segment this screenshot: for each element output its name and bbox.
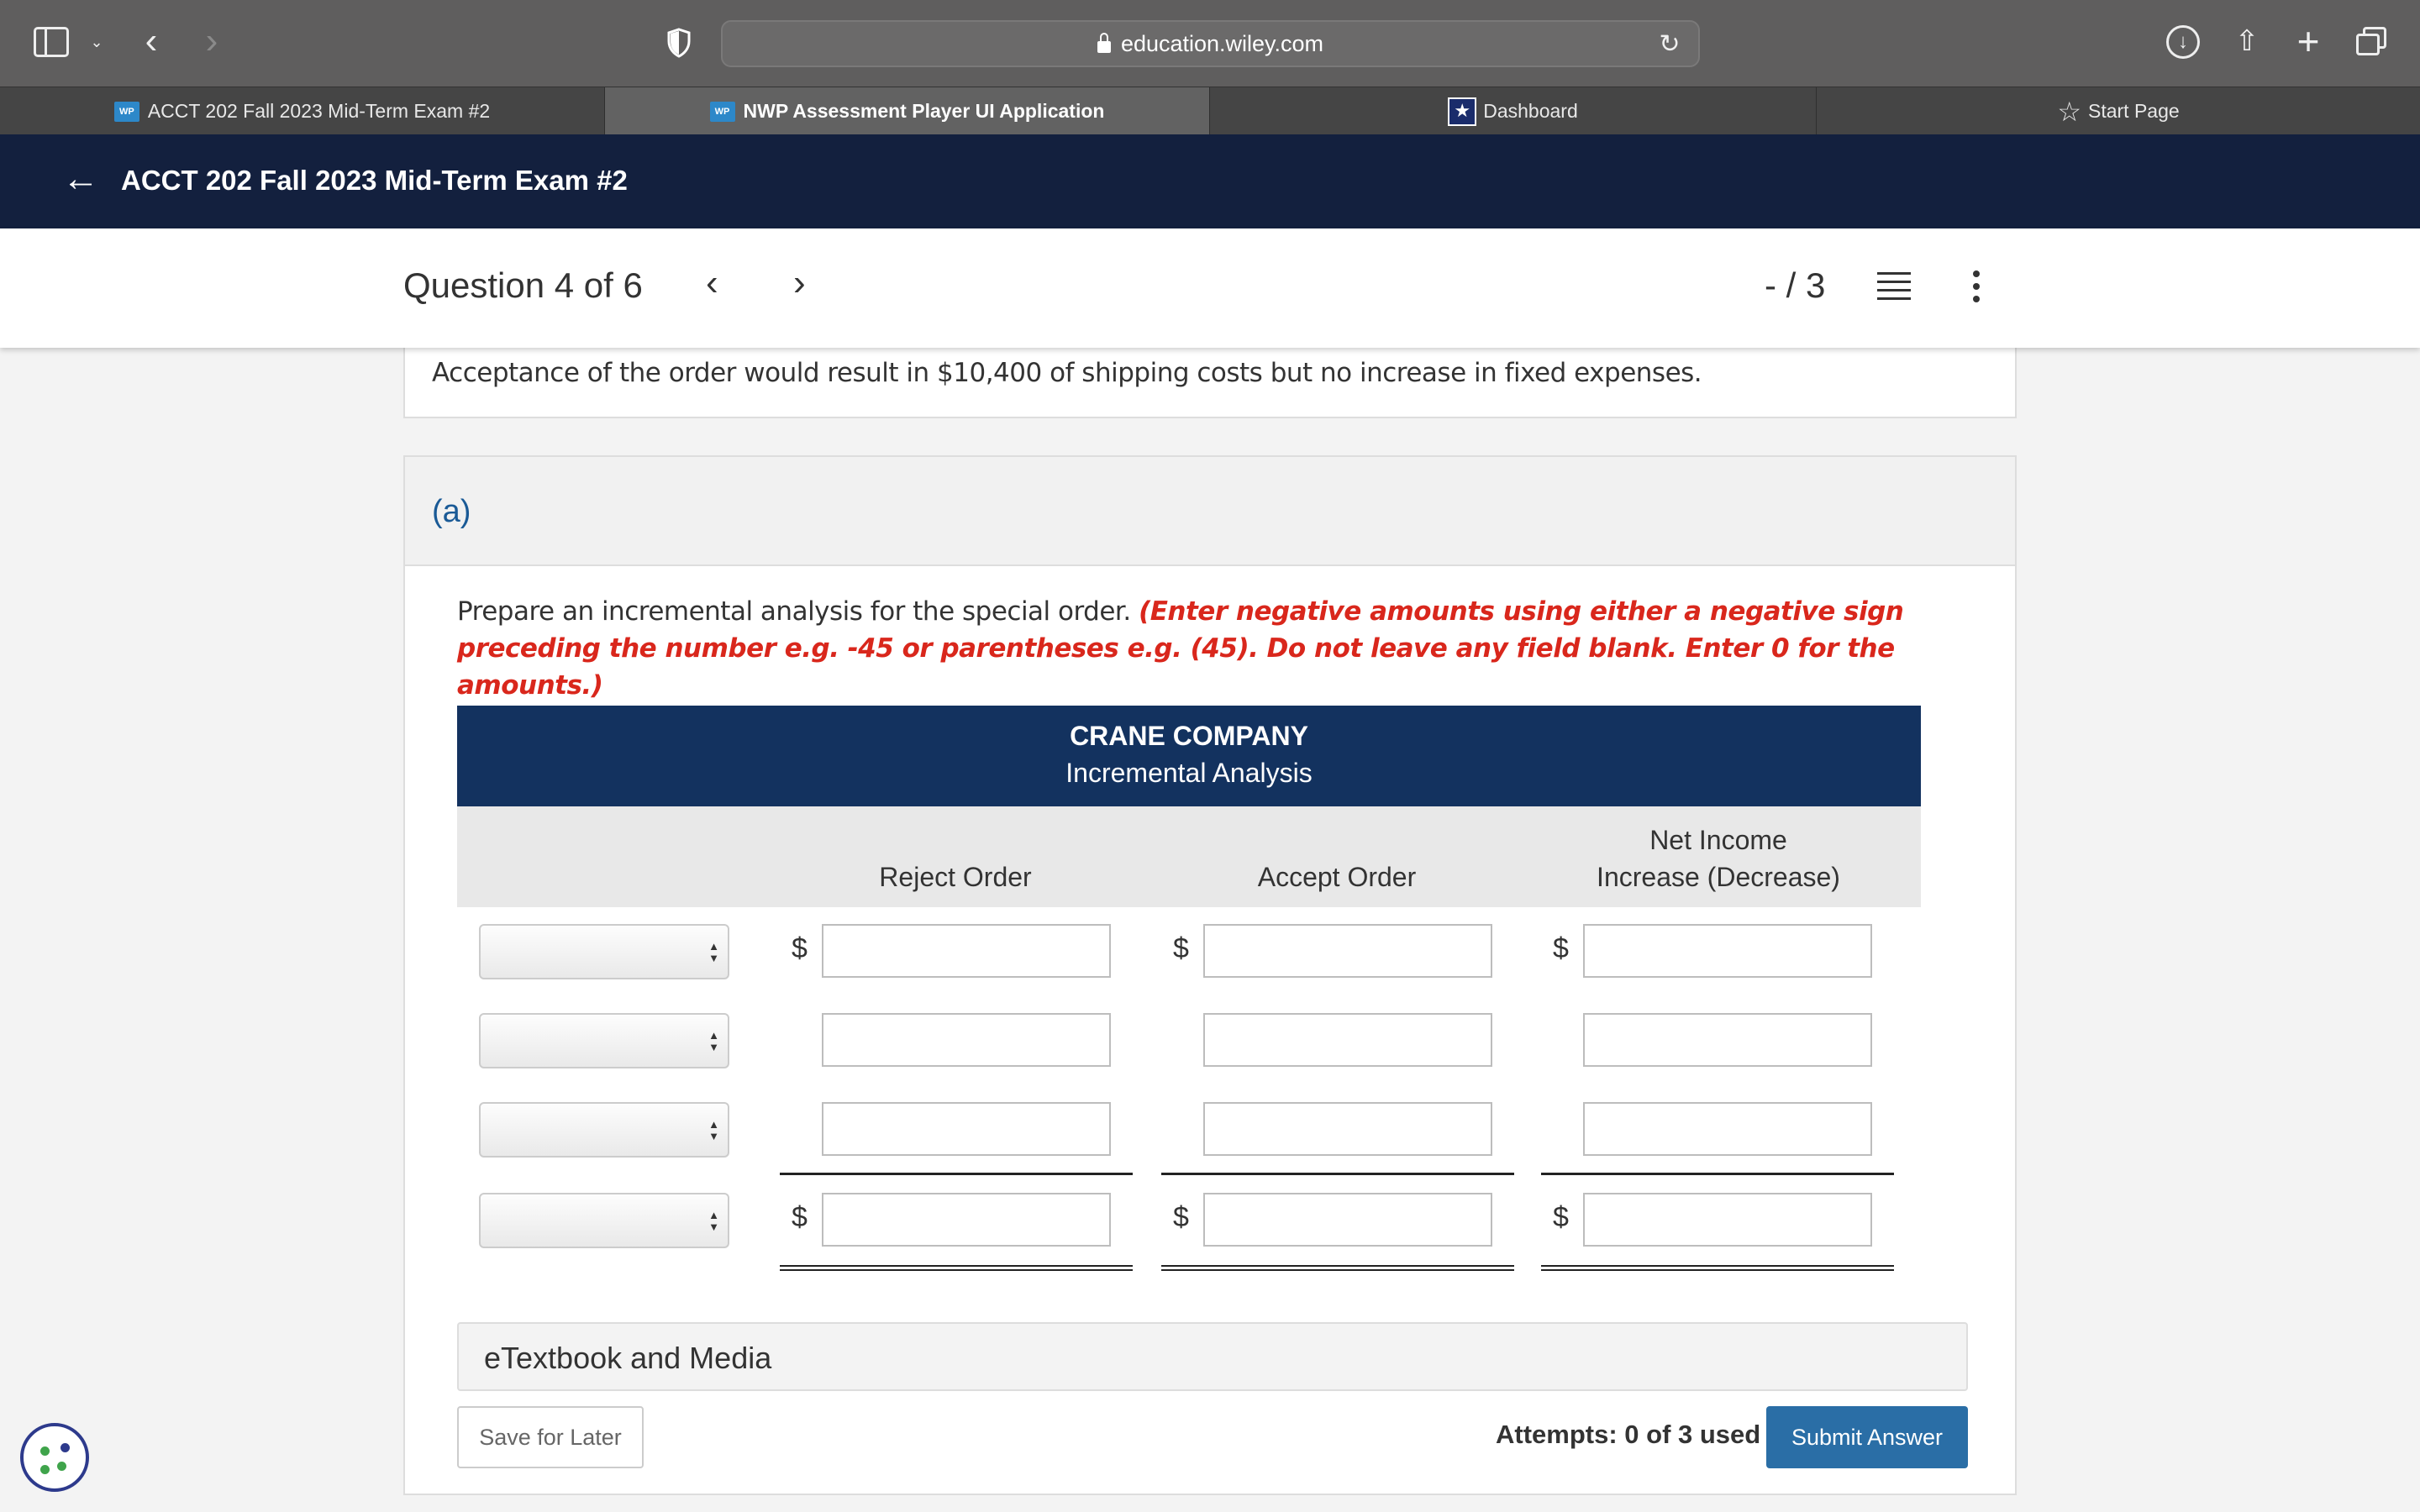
cookie-settings-icon[interactable] — [20, 1423, 89, 1492]
currency-symbol: $ — [1553, 932, 1569, 964]
subtotal-rule — [1541, 1173, 1894, 1175]
share-icon[interactable]: ⇧ — [2234, 25, 2260, 57]
currency-symbol: $ — [1173, 1201, 1189, 1233]
reject-order-input[interactable] — [822, 924, 1111, 978]
currency-symbol: $ — [1553, 1201, 1569, 1233]
app-header — [0, 134, 2420, 228]
star-icon: ★ — [1448, 97, 1476, 126]
next-question-icon[interactable]: › — [793, 262, 806, 303]
instruction-note: (Enter negative amounts using either a negative sign preceding the number e.g. -45 or parentheses e.g. (45). Do not leave any field blank. Enter 0 for the amounts.) — [457, 596, 1904, 701]
tab-assessment-player[interactable] — [605, 87, 1210, 135]
accept-order-input[interactable] — [1203, 1102, 1492, 1156]
total-double-rule — [1161, 1265, 1514, 1271]
select-caret-icon: ▲ ▼ — [708, 1029, 719, 1053]
wp-icon: WP — [114, 102, 139, 122]
company-name: CRANE COMPANY — [1070, 721, 1308, 751]
tab-start-page[interactable] — [1817, 87, 2420, 135]
reject-order-input[interactable] — [822, 1013, 1111, 1067]
reload-icon[interactable]: ↻ — [1659, 29, 1681, 58]
chevron-down-icon[interactable]: ⌄ — [90, 33, 103, 50]
wp-icon: WP — [710, 102, 735, 122]
row-label-select[interactable] — [479, 1013, 729, 1068]
column-accept-order: Accept Order — [1257, 862, 1417, 892]
accept-order-input[interactable] — [1203, 924, 1492, 978]
problem-text: Acceptance of the order would result in $10,400 of shipping costs but no increase in fixed expenses. — [432, 358, 1702, 388]
total-double-rule — [780, 1265, 1133, 1271]
currency-symbol: $ — [1173, 932, 1189, 964]
row-label-select[interactable] — [479, 1102, 729, 1158]
star-outline-icon: ☆ — [2057, 96, 2081, 127]
currency-symbol: $ — [792, 932, 808, 964]
forward-icon[interactable]: › — [205, 20, 218, 61]
address-bar[interactable] — [721, 20, 1700, 67]
arrow-left-icon[interactable]: ← — [62, 158, 99, 199]
total-double-rule — [1541, 1265, 1894, 1271]
select-caret-icon: ▲ ▼ — [708, 940, 719, 964]
subtotal-rule — [1161, 1173, 1514, 1175]
instruction-text: Prepare an incremental analysis for the special order. — [457, 596, 1131, 627]
shield-icon[interactable] — [666, 27, 692, 59]
table-title — [457, 706, 1921, 806]
etextbook-label: eTextbook and Media — [484, 1341, 772, 1375]
net-income-input[interactable] — [1583, 1102, 1872, 1156]
browser-toolbar — [0, 0, 2420, 87]
tab-bar — [0, 87, 2420, 134]
more-options-icon[interactable] — [1973, 270, 1980, 308]
table-subtitle: Incremental Analysis — [1065, 758, 1313, 788]
instruction — [457, 593, 1970, 704]
previous-question-icon[interactable]: ‹ — [706, 262, 718, 303]
currency-symbol: $ — [792, 1201, 808, 1233]
row-label-select[interactable] — [479, 924, 729, 979]
new-tab-icon[interactable]: + — [2296, 19, 2320, 63]
download-icon[interactable]: ↓ — [2166, 25, 2200, 59]
tab-label: Dashboard — [1483, 100, 1578, 122]
subtotal-rule — [780, 1173, 1133, 1175]
sidebar-icon[interactable] — [34, 27, 69, 57]
select-caret-icon: ▲ ▼ — [708, 1118, 719, 1142]
tab-label: NWP Assessment Player UI Application — [743, 100, 1105, 122]
etextbook-panel[interactable] — [457, 1322, 1968, 1391]
tab-exam[interactable] — [0, 87, 605, 135]
accept-order-total-input[interactable] — [1203, 1193, 1492, 1247]
attempts-counter: Attempts: 0 of 3 used — [1496, 1420, 1761, 1449]
score: - / 3 — [1765, 265, 1826, 305]
url-text: education.wiley.com — [1120, 30, 1324, 56]
reject-order-total-input[interactable] — [822, 1193, 1111, 1247]
net-income-total-input[interactable] — [1583, 1193, 1872, 1247]
tab-label: ACCT 202 Fall 2023 Mid-Term Exam #2 — [147, 100, 491, 122]
page-title: ACCT 202 Fall 2023 Mid-Term Exam #2 — [121, 165, 628, 196]
lock-icon — [1097, 41, 1111, 53]
question-list-icon[interactable] — [1877, 272, 1911, 301]
part-header — [405, 457, 2015, 566]
question-nav — [0, 228, 2420, 348]
part-label: (a) — [432, 494, 471, 529]
column-increase-decrease: Increase (Decrease) — [1597, 862, 1840, 892]
reject-order-input[interactable] — [822, 1102, 1111, 1156]
accept-order-input[interactable] — [1203, 1013, 1492, 1067]
net-income-input[interactable] — [1583, 924, 1872, 978]
column-net-income: Net Income — [1649, 825, 1787, 855]
submit-answer-button[interactable]: Submit Answer — [1766, 1406, 1968, 1468]
net-income-input[interactable] — [1583, 1013, 1872, 1067]
tab-label: Start Page — [2088, 100, 2180, 122]
row-label-select[interactable] — [479, 1193, 729, 1248]
save-for-later-button[interactable]: Save for Later — [457, 1406, 644, 1468]
column-headers — [457, 806, 1921, 907]
part-a-card — [403, 455, 2017, 1495]
select-caret-icon: ▲ ▼ — [708, 1209, 719, 1233]
tab-dashboard[interactable] — [1210, 87, 1817, 135]
tab-overview-icon[interactable] — [2356, 27, 2388, 57]
back-icon[interactable]: ‹ — [145, 20, 158, 61]
column-reject-order: Reject Order — [879, 862, 1032, 892]
question-counter: Question 4 of 6 — [403, 265, 643, 305]
